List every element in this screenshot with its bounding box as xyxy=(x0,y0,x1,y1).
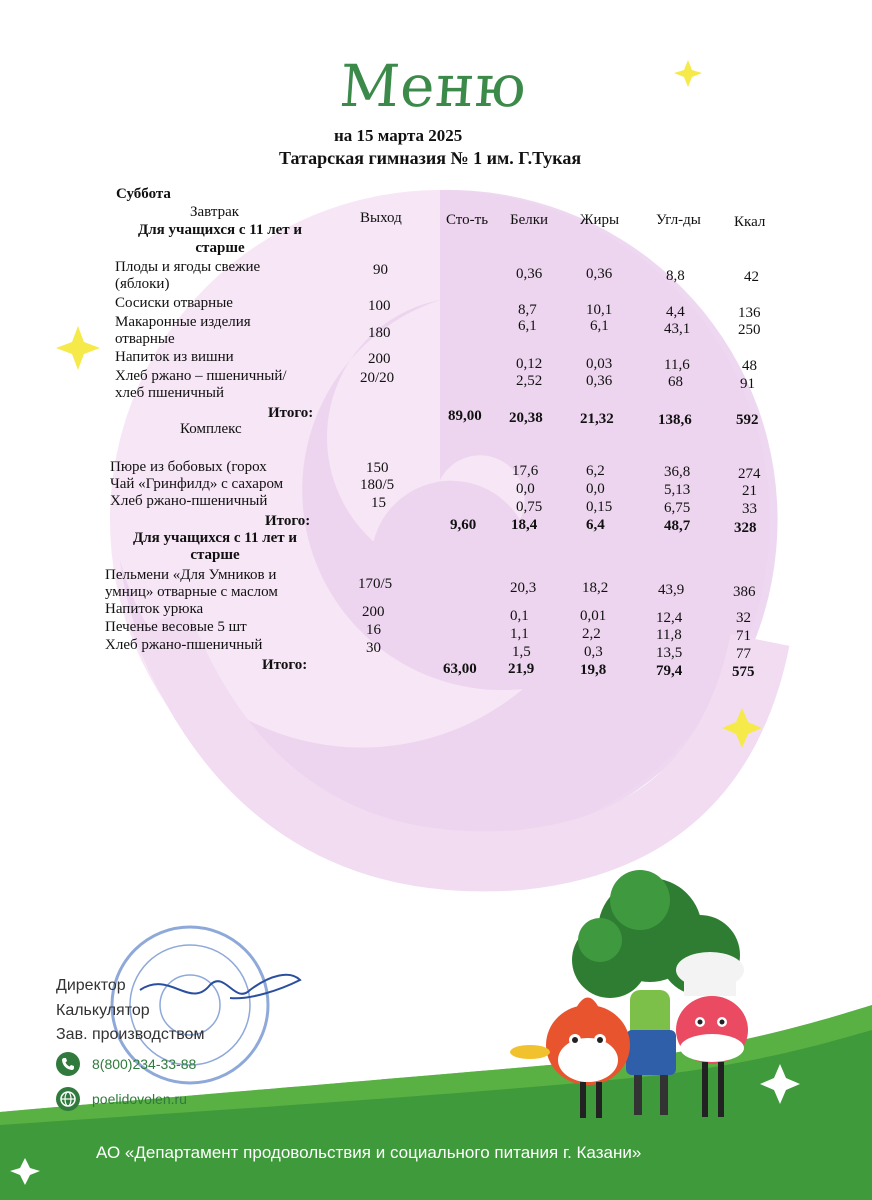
dish-carbs: 13,5 xyxy=(656,645,683,661)
production-head-label: Зав. производством xyxy=(56,1026,205,1043)
dish-protein: 17,6 xyxy=(512,463,539,479)
dish-kcal: 91 xyxy=(740,376,755,392)
dish-output: 15 xyxy=(371,495,386,511)
dish-name: Печенье весовые 5 шт xyxy=(105,619,247,635)
total-carbs: 138,6 xyxy=(658,412,692,428)
total-label: Итого: xyxy=(265,513,311,529)
dish-output: 100 xyxy=(368,298,391,314)
dish-fat: 0,15 xyxy=(586,499,613,515)
dish-fat: 6,2 xyxy=(586,463,605,479)
dish-output: 200 xyxy=(362,604,385,620)
dish-output: 30 xyxy=(366,640,381,656)
website-link[interactable]: poelidovolen.ru xyxy=(92,1091,187,1107)
dish-protein: 0,1 xyxy=(510,608,529,624)
col-cost: Сто-ть xyxy=(446,212,489,228)
dish-carbs: 68 xyxy=(668,374,683,390)
dish-name: Пельмени «Для Умников и xyxy=(105,567,277,583)
dish-protein: 1,1 xyxy=(510,626,529,642)
group-label: Для учащихся с 11 лет и xyxy=(137,222,303,238)
dish-kcal: 32 xyxy=(736,610,751,626)
col-fat: Жиры xyxy=(580,212,620,228)
total-carbs: 79,4 xyxy=(656,663,683,679)
dish-protein: 20,3 xyxy=(510,580,537,596)
dish-name: Хлеб ржано – пшеничный/ xyxy=(115,368,287,384)
dish-fat: 0,36 xyxy=(586,266,613,282)
dish-name: хлеб пшеничный xyxy=(115,385,224,401)
phone-number[interactable]: 8(800)234-33-88 xyxy=(92,1056,197,1072)
globe-icon xyxy=(56,1087,80,1111)
day-label: Суббота xyxy=(116,186,171,202)
total-cost: 89,00 xyxy=(448,408,482,424)
total-protein: 21,9 xyxy=(508,661,535,677)
dish-kcal: 77 xyxy=(736,646,751,662)
dish-carbs: 12,4 xyxy=(656,610,683,626)
total-protein: 20,38 xyxy=(509,410,543,426)
dish-output: 180 xyxy=(368,325,391,341)
col-kcal: Ккал xyxy=(734,214,766,230)
dish-output: 200 xyxy=(368,351,391,367)
dish-name: Пюре из бобовых (горох xyxy=(110,459,267,475)
dish-name: Чай «Гринфилд» с сахаром xyxy=(110,476,284,492)
dish-carbs: 4,4 xyxy=(666,304,685,320)
group-label: Для учащихся с 11 лет и xyxy=(132,530,298,546)
dish-protein: 0,36 xyxy=(516,266,543,282)
total-carbs: 48,7 xyxy=(664,518,691,534)
dish-protein: 0,75 xyxy=(516,499,543,515)
dish-fat: 18,2 xyxy=(582,580,609,596)
dish-protein: 0,12 xyxy=(516,356,543,372)
dish-kcal: 136 xyxy=(738,305,761,321)
phone-icon xyxy=(56,1052,80,1076)
group-label: старше xyxy=(190,547,240,563)
dish-protein: 6,1 xyxy=(518,318,537,334)
total-protein: 18,4 xyxy=(511,517,538,533)
dish-output: 180/5 xyxy=(360,477,395,493)
dish-name: Напиток урюка xyxy=(105,601,204,617)
dish-output: 90 xyxy=(373,262,388,278)
total-cost: 63,00 xyxy=(443,661,477,677)
dish-kcal: 71 xyxy=(736,628,751,644)
dish-kcal: 274 xyxy=(738,466,761,482)
dish-name: (яблоки) xyxy=(115,276,170,292)
total-fat: 21,32 xyxy=(580,411,614,427)
dish-kcal: 250 xyxy=(738,322,761,338)
dish-kcal: 386 xyxy=(733,584,756,600)
dish-name: отварные xyxy=(115,331,175,347)
dish-protein: 1,5 xyxy=(512,644,531,660)
dish-carbs: 43,1 xyxy=(664,321,691,337)
dish-name: Хлеб ржано-пшеничный xyxy=(105,637,263,653)
total-fat: 6,4 xyxy=(586,517,605,533)
dish-kcal: 33 xyxy=(742,501,757,517)
dish-fat: 0,3 xyxy=(584,644,603,660)
dish-name: Плоды и ягоды свежие xyxy=(115,259,261,275)
dish-output: 16 xyxy=(366,622,381,638)
dish-fat: 2,2 xyxy=(582,626,601,642)
dish-fat: 0,36 xyxy=(586,373,613,389)
dish-fat: 0,0 xyxy=(586,481,605,497)
dish-kcal: 42 xyxy=(744,269,759,285)
dish-name: Макаронные изделия xyxy=(115,314,251,330)
dish-carbs: 5,13 xyxy=(664,482,691,498)
dish-carbs: 11,6 xyxy=(664,357,690,373)
dish-kcal: 48 xyxy=(742,358,757,374)
dish-kcal: 21 xyxy=(742,483,757,499)
dish-output: 20/20 xyxy=(360,370,395,386)
signature xyxy=(140,975,300,998)
dish-name: Сосиски отварные xyxy=(115,295,233,311)
dish-protein: 0,0 xyxy=(516,481,535,497)
calculator-label: Калькулятор xyxy=(56,1002,150,1019)
dish-protein: 8,7 xyxy=(518,302,537,318)
dish-fat: 6,1 xyxy=(590,318,609,334)
dish-name: умниц» отварные с маслом xyxy=(105,584,278,600)
dish-carbs: 11,8 xyxy=(656,627,682,643)
col-output: Выход xyxy=(360,210,402,226)
organization-name: АО «Департамент продовольствия и социального питания г. Казани» xyxy=(96,1143,642,1162)
col-protein: Белки xyxy=(510,212,549,228)
dish-carbs: 8,8 xyxy=(666,268,685,284)
total-kcal: 592 xyxy=(736,412,759,428)
dish-name: Хлеб ржано-пшеничный xyxy=(110,493,268,509)
group-label: старше xyxy=(195,240,245,256)
total-kcal: 575 xyxy=(732,664,755,680)
dish-fat: 0,03 xyxy=(586,356,613,372)
menu-date: на 15 марта 2025 xyxy=(334,126,463,145)
menu-title: Меню xyxy=(337,52,530,120)
total-fat: 19,8 xyxy=(580,662,607,678)
dish-carbs: 43,9 xyxy=(658,582,685,598)
director-label: Директор xyxy=(56,977,126,994)
dish-fat: 0,01 xyxy=(580,608,607,624)
total-label: Итого: xyxy=(262,657,308,673)
group-label: Комплекс xyxy=(180,421,242,437)
dish-carbs: 36,8 xyxy=(664,464,691,480)
school-name: Татарская гимназия № 1 им. Г.Тукая xyxy=(279,148,582,168)
col-meal: Завтрак xyxy=(190,204,240,220)
dish-fat: 10,1 xyxy=(586,302,613,318)
total-cost: 9,60 xyxy=(450,517,477,533)
dish-name: Напиток из вишни xyxy=(115,349,234,365)
col-carbs: Угл-ды xyxy=(656,212,701,228)
dish-protein: 2,52 xyxy=(516,373,543,389)
dish-output: 170/5 xyxy=(358,576,393,592)
total-kcal: 328 xyxy=(734,520,757,536)
dish-carbs: 6,75 xyxy=(664,500,691,516)
dish-output: 150 xyxy=(366,460,389,476)
total-label: Итого: xyxy=(268,405,314,421)
